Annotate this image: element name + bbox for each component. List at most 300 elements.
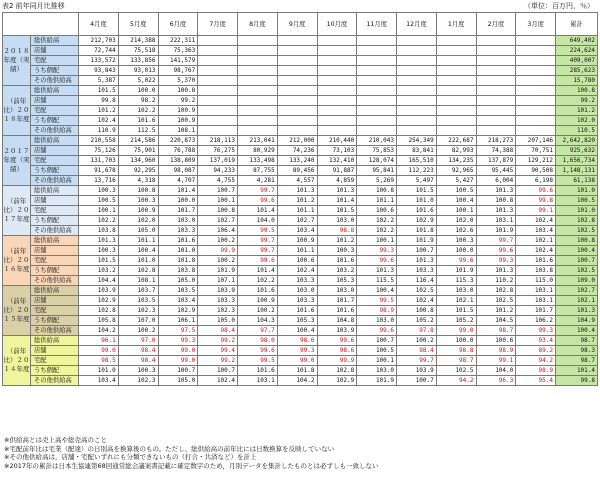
table-cell: 102.1 [516,236,556,246]
cumulative-cell: 925,632 [556,146,598,156]
table-cell [238,116,278,126]
table-cell [317,116,357,126]
table-cell: 99.6 [317,336,357,346]
table-row [3,326,598,336]
table-cell: 75,126 [79,146,119,156]
table-cell: 212,703 [79,36,119,46]
table-cell: 103.4 [277,226,317,236]
table-row [3,46,598,56]
table-cell [277,126,317,136]
table-row [3,76,598,86]
table-cell: 137,879 [476,156,516,166]
table-cell: 98.4 [397,346,437,356]
table-cell [277,86,317,96]
table-row [3,356,598,366]
cumulative-cell: 61,138 [556,176,598,186]
group-label: （前年比）２０１４年度 [3,336,31,386]
cumulative-cell: 100.4 [556,326,598,336]
table-row [3,86,598,96]
table-row [3,136,598,146]
table-cell: 100.9 [277,236,317,246]
table-cell: 104.2 [277,376,317,386]
table-cell: 101.0 [397,196,437,206]
table-cell [277,66,317,76]
table-cell: 99.6 [238,346,278,356]
table-cell: 99.7 [238,236,278,246]
table-cell: 102.9 [79,296,119,306]
cumulative-cell: 1,656,734 [556,156,598,166]
table-cell: 100.9 [158,116,198,126]
row-label: その他供給高 [31,376,79,386]
table-cell [516,116,556,126]
table-cell [317,36,357,46]
table-row [3,346,598,356]
table-cell: 218,113 [198,136,238,146]
table-cell [397,36,437,46]
table-cell: 115.0 [516,276,556,286]
row-label: 総供給高 [31,86,79,96]
table-cell [238,56,278,66]
cumulative-cell: 101.0 [556,206,598,216]
table-cell: 99.3 [476,256,516,266]
table-cell: 98.7 [476,326,516,336]
table-cell: 108.1 [158,126,198,136]
table-cell: 74,236 [277,146,317,156]
table-cell: 100.7 [198,366,238,376]
table-cell: 102.4 [516,246,556,256]
table-cell [516,106,556,116]
table-cell: 101.6 [118,116,158,126]
table-cell: 99.2 [198,336,238,346]
table-cell: 99.2 [198,356,238,366]
table-cell: 99.0 [277,356,317,366]
table-cell [476,96,516,106]
table-cell [198,86,238,96]
header-month: 5月度 [118,13,158,36]
table-cell [317,66,357,76]
table-cell: 100.4 [118,246,158,256]
cumulative-cell: 100.8 [556,236,598,246]
table-row [3,376,598,386]
table-cell: 103.0 [158,216,198,226]
table-cell: 103.4 [158,296,198,306]
table-cell: 4,755 [198,176,238,186]
table-cell: 101.4 [317,196,357,206]
table-cell [357,56,397,66]
table-cell: 96.1 [79,336,119,346]
table-cell: 105.0 [118,226,158,236]
table-cell [357,86,397,96]
table-cell [198,56,238,66]
table-cell: 213,041 [238,136,278,146]
table-body [3,36,598,386]
table-cell: 104.0 [476,366,516,376]
table-cell [476,36,516,46]
row-label: うち個配 [31,166,79,176]
table-cell: 100.2 [198,256,238,266]
table-cell: 101.5 [397,186,437,196]
cumulative-cell: 99.2 [556,96,598,106]
table-cell: 100.9 [158,106,198,116]
table-cell: 137,019 [198,156,238,166]
table-cell: 5,497 [397,176,437,186]
table-cell: 105.0 [158,276,198,286]
table-cell: 100.1 [436,206,476,216]
table-cell: 99.2 [158,96,198,106]
table-cell: 5,427 [436,176,476,186]
table-cell: 103.2 [79,266,119,276]
table-cell: 101.1 [277,206,317,216]
table-cell [357,46,397,56]
cumulative-cell: 649,402 [556,36,598,46]
table-cell: 101.9 [476,226,516,236]
table-cell: 101.9 [198,266,238,276]
table-cell [436,96,476,106]
table-cell: 101.6 [238,366,278,376]
table-cell: 99.7 [238,186,278,196]
table-cell: 98.4 [118,346,158,356]
table-cell: 110.9 [79,126,119,136]
table-cell [277,116,317,126]
table-cell [238,76,278,86]
table-cell [198,116,238,126]
table-cell: 102.6 [436,226,476,236]
table-cell: 100.0 [436,246,476,256]
table-cell: 99.0 [158,356,198,366]
table-cell: 100.0 [436,336,476,346]
table-row [3,126,598,136]
table-cell: 103.5 [158,286,198,296]
table-row [3,116,598,126]
table-cell: 75,363 [158,46,198,56]
table-cell: 100.4 [277,326,317,336]
table-cell: 98.2 [118,96,158,106]
table-cell: 101.5 [79,86,119,96]
table-cell: 105.3 [317,276,357,286]
table-cell: 70,751 [516,146,556,156]
table-cell: 99.4 [198,346,238,356]
table-cell: 134,960 [118,156,158,166]
table-cell: 102.4 [516,216,556,226]
table-cell: 103.3 [158,226,198,236]
table-cell: 101.6 [238,286,278,296]
header-month: 3月度 [516,13,556,36]
table-cell: 101.3 [476,206,516,216]
table-cell [277,56,317,66]
table-cell: 103.9 [79,286,119,296]
table-cell [238,106,278,116]
row-label: 総供給高 [31,186,79,196]
table-cell: 99.1 [516,206,556,216]
table-cell: 102.7 [198,216,238,226]
table-cell: 102.8 [79,306,119,316]
row-label: 店舗 [31,146,79,156]
table-cell: 105.0 [198,316,238,326]
table-cell: 100.8 [397,306,437,316]
table-cell: 5,370 [158,76,198,86]
table-cell: 89,456 [277,166,317,176]
table-cell: 101.7 [317,296,357,306]
table-cell: 101.4 [238,206,278,216]
header-month: 2月度 [476,13,516,36]
table-cell: 93,013 [118,66,158,76]
cumulative-cell: 409,007 [556,56,598,66]
table-cell: 102.8 [118,266,158,276]
table-cell: 98.0 [238,336,278,346]
table-cell [238,46,278,56]
table-cell [357,36,397,46]
table-cell: 101.6 [516,256,556,266]
table-cell: 100.7 [397,376,437,386]
header-month: 1月度 [436,13,476,36]
table-cell: 100.3 [317,246,357,256]
group-label: ２０１８年度（実績） [3,36,31,86]
table-cell [516,36,556,46]
table-cell: 5,387 [79,76,119,86]
table-cell [317,126,357,136]
table-cell: 100.5 [436,186,476,196]
table-cell: 101.2 [476,306,516,316]
table-cell [198,66,238,76]
table-cell: 214,388 [118,36,158,46]
table-cell: 100.1 [79,206,119,216]
table-cell: 101.0 [118,256,158,266]
cumulative-cell: 101.3 [556,306,598,316]
table-cell: 106.2 [516,316,556,326]
table-cell [277,106,317,116]
table-cell [317,46,357,56]
table-cell: 103.0 [317,286,357,296]
table-cell: 103.3 [198,296,238,306]
table-cell: 214,586 [118,136,158,146]
table-cell [397,116,437,126]
table-cell: 102.2 [79,216,119,226]
table-cell: 76,275 [198,146,238,156]
table-cell: 100.2 [397,336,437,346]
table-cell [516,56,556,66]
table-cell: 100.3 [79,186,119,196]
header-month: 4月度 [79,13,119,36]
table-cell [476,86,516,96]
cumulative-cell: 100.5 [556,196,598,206]
row-label: うち個配 [31,366,79,376]
header-row [3,13,598,36]
table-cell: 99.9 [317,356,357,366]
table-cell: 6,198 [516,176,556,186]
group-label: （前年比）２０１７年度 [3,186,31,236]
row-label: うち個配 [31,116,79,126]
unit-label: （単位：百万円，％） [524,2,594,10]
table-cell: 100.7 [158,366,198,376]
cumulative-cell: 101.2 [556,106,598,116]
cumulative-cell: 110.5 [556,126,598,136]
table-cell [436,76,476,86]
table-cell: 102.2 [357,226,397,236]
table-cell: 100.6 [476,336,516,346]
table-cell [516,96,556,106]
table-cell [476,116,516,126]
footnotes [4,436,379,470]
table-cell: 99.1 [476,356,516,366]
table-cell: 99.0 [158,346,198,356]
table-cell: 99.6 [357,326,397,336]
cumulative-cell: 109.0 [556,276,598,286]
table-cell: 82,993 [436,146,476,156]
table-cell: 13,716 [79,176,119,186]
table-cell: 101.6 [317,306,357,316]
row-label: 宅配 [31,256,79,266]
row-label: その他供給高 [31,126,79,136]
table-cell: 254,349 [397,136,437,146]
table-row [3,276,598,286]
table-cell: 98.5 [79,356,119,366]
table-cell [397,96,437,106]
table-cell: 101.3 [476,186,516,196]
row-label: 店舗 [31,296,79,306]
header-month: 6月度 [158,13,198,36]
header-month: 10月度 [317,13,357,36]
table-cell [476,76,516,86]
table-cell: 101.5 [317,206,357,216]
row-label: うち個配 [31,216,79,226]
table-cell [516,66,556,76]
table-cell: 100.1 [357,236,397,246]
table-cell [238,126,278,136]
table-cell: 99.6 [238,196,278,206]
table-cell [357,106,397,116]
table-row [3,366,598,376]
table-cell: 102.5 [436,366,476,376]
table-cell: 99.6 [436,256,476,266]
cumulative-cell: 285,623 [556,66,598,76]
table-cell: 5,269 [357,176,397,186]
table-cell: 91,887 [317,166,357,176]
table-cell [198,106,238,116]
table-cell [198,76,238,86]
yoy-table [2,12,598,386]
table-cell: 90,508 [516,166,556,176]
cumulative-cell: 102.5 [556,266,598,276]
table-row [3,196,598,206]
table-cell: 101.9 [357,376,397,386]
table-cell [198,36,238,46]
table-cell: 99.9 [198,246,238,256]
table-cell: 210,043 [357,136,397,146]
row-label: 店舗 [31,246,79,256]
table-cell: 100.2 [198,236,238,246]
table-cell: 103.8 [516,266,556,276]
table-cell: 116.4 [397,276,437,286]
table-cell: 103.1 [516,286,556,296]
table-cell: 103.0 [277,286,317,296]
table-cell: 218,273 [476,136,516,146]
table-cell: 131,703 [79,156,119,166]
table-cell: 92,965 [436,166,476,176]
table-row [3,226,598,236]
table-cell: 99.5 [357,296,397,306]
table-cell [357,96,397,106]
table-cell: 4,318 [118,176,158,186]
table-cell: 99.6 [238,256,278,266]
table-cell: 103.4 [79,376,119,386]
table-cell: 100.8 [357,186,397,196]
table-cell: 99.7 [397,356,437,366]
table-row [3,206,598,216]
note-3: ※その他供給高は，店舗・宅配いずれにも分類できないもの（打合・共済など）を計上 [4,453,257,461]
cumulative-cell: 224,624 [556,46,598,56]
table-cell: 99.3 [357,246,397,256]
table-cell [436,56,476,66]
table-cell: 102.8 [317,366,357,376]
table-cell [357,76,397,86]
table-cell: 100.7 [198,186,238,196]
table-cell: 107.0 [118,316,158,326]
table-cell [476,56,516,66]
table-cell: 100.1 [357,356,397,366]
table-cell: 110.2 [476,276,516,286]
note-2: ※宅配前年比は宅業（配達）の日別高を換算後のもの。ただし、総供給高の前年比には日数換算を反映していない [4,444,335,453]
table-cell [476,126,516,136]
table-cell [277,76,317,86]
table-row [3,166,598,176]
table-cell: 103.4 [516,226,556,236]
table-cell: 94,233 [198,166,238,176]
table-cell: 103.5 [118,296,158,306]
header-month: 8月度 [238,13,278,36]
table-cell [516,86,556,96]
group-label: （前年比）２０１５年度 [3,286,31,336]
table-cell: 83,841 [397,146,437,156]
table-cell: 75,518 [118,46,158,56]
table-cell: 103.7 [118,286,158,296]
table-row [3,266,598,276]
table-cell: 101.6 [397,206,437,216]
table-cell: 75,901 [118,146,158,156]
cumulative-cell: 1,148,131 [556,166,598,176]
table-cell: 134,235 [436,156,476,166]
table-row [3,66,598,76]
table-cell: 100.6 [357,206,397,216]
table-cell: 75,853 [357,146,397,156]
table-cell: 100.4 [436,196,476,206]
table-cell: 102.8 [476,286,516,296]
cumulative-cell: 102.0 [556,116,598,126]
table-cell: 97.0 [118,336,158,346]
table-cell: 105.3 [277,316,317,326]
table-cell [238,96,278,106]
table-cell: 107.1 [198,276,238,286]
table-cell: 115.3 [436,276,476,286]
table-cell: 212,000 [277,136,317,146]
header-month: 累計 [556,13,598,36]
table-cell [198,126,238,136]
table-cell: 102.9 [158,306,198,316]
table-cell: 100.2 [118,326,158,336]
table-cell [397,126,437,136]
table-cell: 112.5 [118,126,158,136]
table-cell: 101.9 [397,236,437,246]
table-cell: 93,843 [79,66,119,76]
table-cell: 133,240 [277,156,317,166]
row-label: 宅配 [31,206,79,216]
table-cell: 73,103 [317,146,357,156]
row-label: うち個配 [31,266,79,276]
table-cell: 102.3 [198,306,238,316]
row-label: その他供給高 [31,176,79,186]
table-cell: 103.9 [397,366,437,376]
table-row [3,96,598,106]
table-cell: 210,440 [317,136,357,146]
